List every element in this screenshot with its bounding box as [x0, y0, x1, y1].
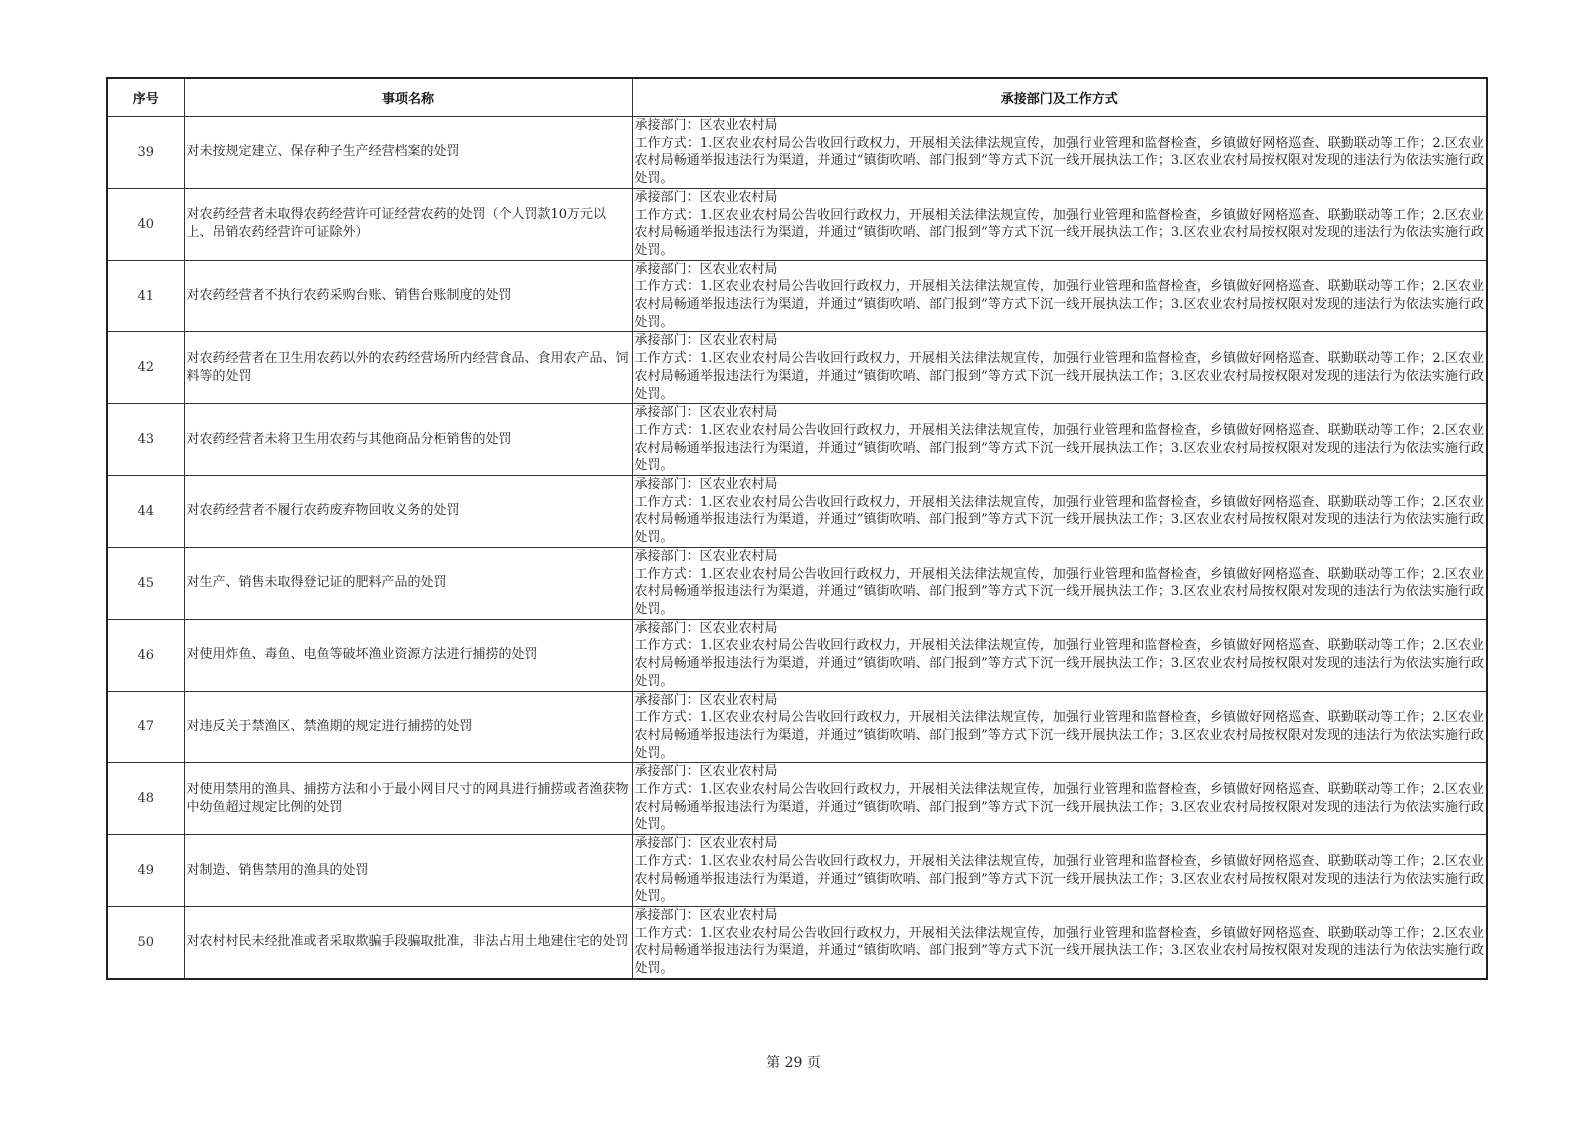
table-row [107, 404, 1487, 476]
row-work-method: 工作方式：1.区农业农村局公告收回行政权力，开展相关法律法规宣传，加强行业管理和监督检查，乡镇做好网格巡查、联勤联动等工作；2.区农业农村局畅通举报违法行为渠道，并通过“镇街吹哨、部门报到”等方式下沉一线开展执法工作；3.区农业农村局按权限对发现的违法行为依法实施行政处罚。 [634, 566, 1484, 617]
row-department-method [632, 476, 1487, 548]
row-item-name: 对农药经营者不执行农药采购台账、销售台账制度的处罚 [184, 260, 632, 332]
row-work-method: 工作方式：1.区农业农村局公告收回行政权力，开展相关法律法规宣传，加强行业管理和监督检查，乡镇做好网格巡查、联勤联动等工作；2.区农业农村局畅通举报违法行为渠道，并通过“镇街吹哨、部门报到”等方式下沉一线开展执法工作；3.区农业农村局按权限对发现的违法行为依法实施行政处罚。 [634, 135, 1484, 187]
row-department-label: 承接部门：区农业农村局 [634, 118, 778, 133]
row-number: 42 [107, 332, 184, 404]
row-item-name: 对农药经营者未将卫生用农药与其他商品分柜销售的处罚 [184, 404, 632, 476]
row-item-name: 对农药经营者不履行农药废弃物回收义务的处罚 [184, 476, 632, 548]
row-department-label: 承接部门：区农业农村局 [634, 405, 778, 421]
row-department-label: 承接部门：区农业农村局 [634, 548, 778, 564]
row-work-method: 工作方式：1.区农业农村局公告收回行政权力，开展相关法律法规宣传，加强行业管理和监督检查，乡镇做好网格巡查、联勤联动等工作；2.区农业农村局畅通举报违法行为渠道，并通过“镇街吹哨、部门报到”等方式下沉一线开展执法工作；3.区农业农村局按权限对发现的违法行为依法实施行政处罚。 [634, 351, 1484, 402]
table-row [107, 332, 1487, 404]
row-item-name: 对未按规定建立、保存种子生产经营档案的处罚 [184, 117, 632, 189]
row-department-method [632, 117, 1487, 189]
row-number: 44 [107, 476, 184, 548]
row-item-name: 对违反关于禁渔区、禁渔期的规定进行捕捞的处罚 [184, 691, 632, 763]
row-item-name: 对生产、销售未取得登记证的肥料产品的处罚 [184, 547, 632, 619]
row-department-method [632, 188, 1487, 260]
header-department-method: 承接部门及工作方式 [632, 78, 1487, 117]
table-row [107, 188, 1487, 260]
header-item-name: 事项名称 [184, 78, 632, 117]
row-number: 50 [107, 906, 184, 978]
row-number: 47 [107, 691, 184, 763]
row-item-name: 对使用炸鱼、毒鱼、电鱼等破坏渔业资源方法进行捕捞的处罚 [184, 619, 632, 691]
row-work-method: 工作方式：1.区农业农村局公告收回行政权力，开展相关法律法规宣传，加强行业管理和监督检查，乡镇做好网格巡查、联勤联动等工作；2.区农业农村局畅通举报违法行为渠道，并通过“镇街吹哨、部门报到”等方式下沉一线开展执法工作；3.区农业农村局按权限对发现的违法行为依法实施行政处罚。 [634, 279, 1484, 330]
row-department-method [632, 404, 1487, 476]
row-work-method: 工作方式：1.区农业农村局公告收回行政权力，开展相关法律法规宣传，加强行业管理和监督检查，乡镇做好网格巡查、联勤联动等工作；2.区农业农村局畅通举报违法行为渠道，并通过“镇街吹哨、部门报到”等方式下沉一线开展执法工作；3.区农业农村局按权限对发现的违法行为依法实施行政处罚。 [634, 638, 1484, 689]
row-number: 43 [107, 404, 184, 476]
row-department-method [632, 835, 1487, 907]
table-row [107, 117, 1487, 189]
row-department-label: 承接部门：区农业农村局 [634, 620, 778, 636]
table-header-row [107, 78, 1487, 117]
table-row [107, 763, 1487, 835]
header-serial-number: 序号 [107, 78, 184, 117]
row-department-method [632, 332, 1487, 404]
row-work-method: 工作方式：1.区农业农村局公告收回行政权力，开展相关法律法规宣传，加强行业管理和监督检查，乡镇做好网格巡查、联勤联动等工作；2.区农业农村局畅通举报违法行为渠道，并通过“镇街吹哨、部门报到”等方式下沉一线开展执法工作；3.区农业农村局按权限对发现的违法行为依法实施行政处罚。 [634, 925, 1484, 977]
table-row [107, 547, 1487, 619]
row-work-method: 工作方式：1.区农业农村局公告收回行政权力，开展相关法律法规宣传，加强行业管理和监督检查，乡镇做好网格巡查、联勤联动等工作；2.区农业农村局畅通举报违法行为渠道，并通过“镇街吹哨、部门报到”等方式下沉一线开展执法工作；3.区农业农村局按权限对发现的违法行为依法实施行政处罚。 [634, 422, 1484, 474]
row-item-name: 对农药经营者在卫生用农药以外的农药经营场所内经营食品、食用农产品、饲料等的处罚 [184, 332, 632, 404]
row-department-label: 承接部门：区农业农村局 [634, 836, 778, 852]
row-department-label: 承接部门：区农业农村局 [634, 333, 778, 349]
row-number: 46 [107, 619, 184, 691]
row-work-method: 工作方式：1.区农业农村局公告收回行政权力，开展相关法律法规宣传，加强行业管理和监督检查，乡镇做好网格巡查、联勤联动等工作；2.区农业农村局畅通举报违法行为渠道，并通过“镇街吹哨、部门报到”等方式下沉一线开展执法工作；3.区农业农村局按权限对发现的违法行为依法实施行政处罚。 [634, 782, 1484, 833]
items-table [106, 77, 1488, 980]
row-item-name: 对农药经营者未取得农药经营许可证经营农药的处罚（个人罚款10万元以上、吊销农药经营许可证除外） [184, 188, 632, 260]
row-department-label: 承接部门：区农业农村局 [634, 477, 778, 493]
row-department-method [632, 763, 1487, 835]
row-department-label: 承接部门：区农业农村局 [634, 764, 778, 780]
row-number: 45 [107, 547, 184, 619]
table-row [107, 835, 1487, 907]
table-row [107, 619, 1487, 691]
table-row [107, 260, 1487, 332]
table-row [107, 476, 1487, 548]
row-department-method [632, 260, 1487, 332]
row-department-label: 承接部门：区农业农村局 [634, 692, 778, 708]
table-row [107, 906, 1487, 978]
row-number: 40 [107, 188, 184, 260]
row-number: 39 [107, 117, 184, 189]
row-item-name: 对农村村民未经批准或者采取欺骗手段骗取批准，非法占用土地建住宅的处罚 [184, 906, 632, 978]
row-department-method [632, 547, 1487, 619]
page-number: 第 29 页 [766, 1055, 821, 1071]
row-department-label: 承接部门：区农业农村局 [634, 907, 778, 923]
row-department-method [632, 691, 1487, 763]
row-department-label: 承接部门：区农业农村局 [634, 261, 778, 277]
row-work-method: 工作方式：1.区农业农村局公告收回行政权力，开展相关法律法规宣传，加强行业管理和监督检查，乡镇做好网格巡查、联勤联动等工作；2.区农业农村局畅通举报违法行为渠道，并通过“镇街吹哨、部门报到”等方式下沉一线开展执法工作；3.区农业农村局按权限对发现的违法行为依法实施行政处罚。 [634, 494, 1484, 546]
row-work-method: 工作方式：1.区农业农村局公告收回行政权力，开展相关法律法规宣传，加强行业管理和监督检查，乡镇做好网格巡查、联勤联动等工作；2.区农业农村局畅通举报违法行为渠道，并通过“镇街吹哨、部门报到”等方式下沉一线开展执法工作；3.区农业农村局按权限对发现的违法行为依法实施行政处罚。 [634, 207, 1484, 258]
row-work-method: 工作方式：1.区农业农村局公告收回行政权力，开展相关法律法规宣传，加强行业管理和监督检查，乡镇做好网格巡查、联勤联动等工作；2.区农业农村局畅通举报违法行为渠道，并通过“镇街吹哨、部门报到”等方式下沉一线开展执法工作；3.区农业农村局按权限对发现的违法行为依法实施行政处罚。 [634, 710, 1484, 761]
table-row [107, 691, 1487, 763]
row-department-method [632, 619, 1487, 691]
row-department-label: 承接部门：区农业农村局 [634, 189, 778, 205]
row-item-name: 对使用禁用的渔具、捕捞方法和小于最小网目尺寸的网具进行捕捞或者渔获物中幼鱼超过规定比例的处罚 [184, 763, 632, 835]
row-department-method [632, 906, 1487, 978]
row-work-method: 工作方式：1.区农业农村局公告收回行政权力，开展相关法律法规宣传，加强行业管理和监督检查，乡镇做好网格巡查、联勤联动等工作；2.区农业农村局畅通举报违法行为渠道，并通过“镇街吹哨、部门报到”等方式下沉一线开展执法工作；3.区农业农村局按权限对发现的违法行为依法实施行政处罚。 [634, 853, 1484, 905]
row-number: 48 [107, 763, 184, 835]
row-number: 49 [107, 835, 184, 907]
row-number: 41 [107, 260, 184, 332]
row-item-name: 对制造、销售禁用的渔具的处罚 [184, 835, 632, 907]
